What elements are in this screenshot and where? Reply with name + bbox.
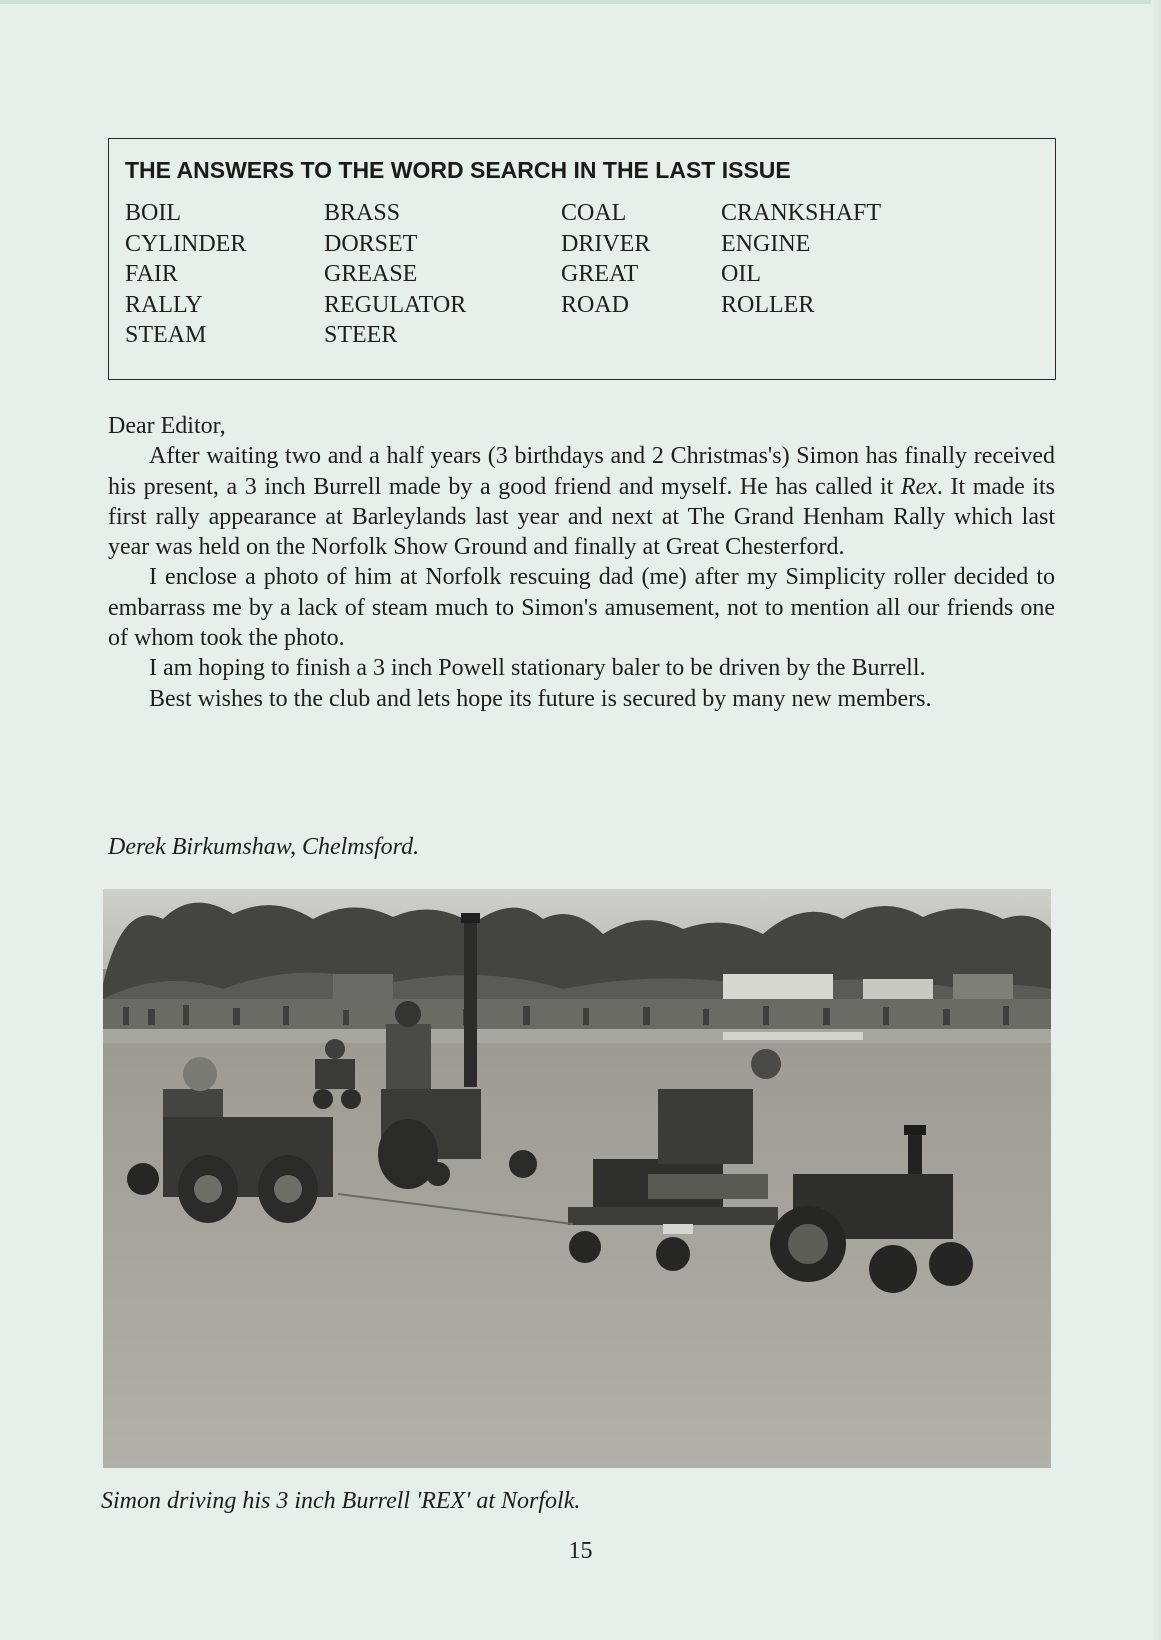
letter-paragraph-3: I am hoping to finish a 3 inch Powell stationary baler to be driven by the Burrell. — [149, 655, 926, 682]
word-search-answers-box — [108, 138, 1056, 380]
letter-paragraph-2: I enclose a photo of him at Norfolk rescuing dad (me) after my Simplicity roller decided to embarrass me by a lack of steam much to Simon's amusement, not to mention all our friends one of whom took the photo. — [108, 564, 1055, 652]
letter-paragraph-1-start: After waiting two and a half years (3 birthdays and 2 Christmas's) Simon has finally received his present, a 3 inch Burrell made by a good friend and myself. He has called it — [108, 443, 1055, 500]
answer-word: GREASE — [324, 261, 418, 287]
rally-photo — [103, 889, 1051, 1468]
answer-word: COAL — [561, 200, 627, 226]
page-number: 15 — [568, 1538, 593, 1564]
answers-title: THE ANSWERS TO THE WORD SEARCH IN THE LAST ISSUE — [125, 157, 791, 183]
answer-column-2 — [324, 198, 466, 351]
answer-column-1 — [125, 198, 246, 351]
answer-word: CYLINDER — [125, 230, 247, 257]
letter-paragraph-4: Best wishes to the club and lets hope its future is secured by many new members. — [149, 685, 932, 712]
answer-word: ROAD — [561, 291, 630, 318]
answer-word: GREAT — [561, 261, 639, 287]
letter-salutation: Dear Editor, — [108, 413, 226, 439]
answer-word: RALLY — [125, 291, 203, 318]
answer-word: FAIR — [125, 261, 178, 287]
answer-word: CRANKSHAFT — [721, 200, 882, 226]
page-top-edge — [0, 0, 1161, 4]
letter-signature: Derek Birkumshaw, Chelmsford. — [108, 834, 420, 860]
letter-to-editor — [108, 411, 1055, 714]
photo-caption: Simon driving his 3 inch Burrell 'REX' at Norfolk. — [101, 1488, 581, 1514]
letter-paragraph-1-end: . It made its first rally appearance at Barleylands last year and next at The Grand Henham Rally which last year was held on the Norfolk Show Ground and finally at Great Chesterford. — [108, 473, 1055, 561]
answer-word: STEAM — [125, 322, 207, 348]
page-right-edge — [1151, 0, 1161, 1640]
rally-photo-illustration — [103, 889, 1051, 1468]
answer-word: DRIVER — [561, 230, 651, 257]
answer-column-3 — [561, 198, 650, 320]
answer-word: BOIL — [125, 200, 181, 226]
answer-word: BRASS — [324, 200, 401, 226]
letter-paragraph-1 — [108, 441, 1055, 562]
answer-word: REGULATOR — [324, 291, 467, 318]
answer-word: STEER — [324, 322, 398, 348]
answer-column-4 — [721, 198, 881, 320]
answer-word: OIL — [721, 261, 761, 287]
answer-word: DORSET — [324, 230, 418, 257]
answer-word: ENGINE — [721, 230, 811, 257]
engine-name: Rex — [900, 473, 937, 500]
answer-word: ROLLER — [721, 291, 815, 318]
